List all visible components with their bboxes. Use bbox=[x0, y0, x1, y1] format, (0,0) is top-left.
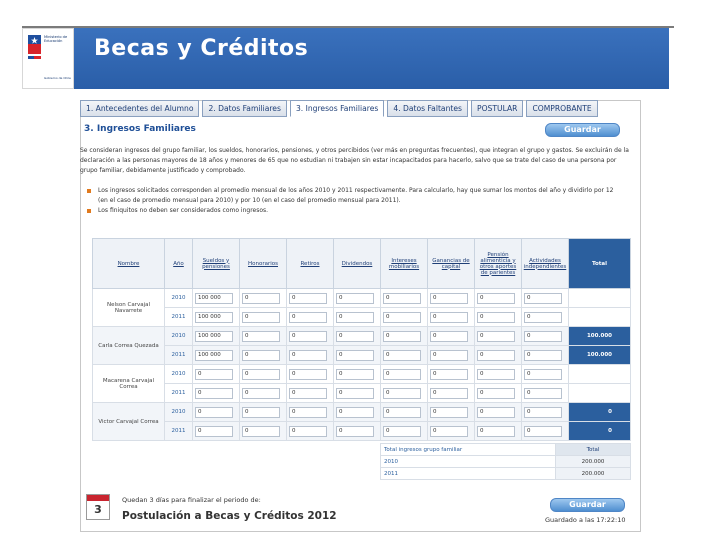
col-nombre[interactable]: Nombre bbox=[93, 239, 165, 289]
income-input[interactable]: 0 bbox=[336, 388, 374, 399]
income-input[interactable]: 0 bbox=[242, 312, 280, 323]
tab-antecedentes-alumno[interactable]: 1. Antecedentes del Alumno bbox=[80, 100, 199, 117]
income-cell bbox=[334, 308, 381, 327]
tab-comprobante[interactable]: COMPROBANTE bbox=[526, 100, 597, 117]
table-row bbox=[93, 327, 631, 346]
row-total: 100.000 bbox=[569, 308, 631, 327]
income-input[interactable]: 0 bbox=[524, 331, 562, 342]
income-input[interactable]: 0 bbox=[524, 312, 562, 323]
income-input[interactable]: 0 bbox=[524, 369, 562, 380]
income-input[interactable]: 0 bbox=[383, 312, 421, 323]
income-input[interactable]: 0 bbox=[289, 426, 327, 437]
table-row bbox=[93, 365, 631, 384]
total-year-value: 200.000 bbox=[556, 456, 631, 468]
step-tabs bbox=[80, 100, 601, 117]
income-input[interactable]: 0 bbox=[430, 312, 468, 323]
income-cell bbox=[240, 422, 287, 441]
income-input[interactable]: 0 bbox=[430, 350, 468, 361]
income-input[interactable]: 0 bbox=[242, 426, 280, 437]
income-cell bbox=[240, 308, 287, 327]
income-input[interactable]: 0 bbox=[383, 369, 421, 380]
income-input[interactable]: 0 bbox=[430, 369, 468, 380]
income-cell bbox=[475, 346, 522, 365]
income-input[interactable]: 0 bbox=[477, 293, 515, 304]
income-cell bbox=[475, 308, 522, 327]
total-year-row bbox=[381, 468, 631, 480]
calendar-bar bbox=[87, 495, 109, 501]
row-total: 100.000 bbox=[569, 327, 631, 346]
tab-datos-familiares[interactable]: 2. Datos Familiares bbox=[202, 100, 286, 117]
income-input[interactable]: 0 bbox=[289, 369, 327, 380]
income-cell bbox=[522, 308, 569, 327]
col-honorarios[interactable]: Honorarios bbox=[240, 239, 287, 289]
total-year-table bbox=[380, 443, 631, 480]
table-row bbox=[93, 308, 631, 327]
row-total: 0 bbox=[569, 384, 631, 403]
calendar-icon bbox=[86, 494, 110, 520]
income-cell bbox=[240, 384, 287, 403]
income-input[interactable]: 0 bbox=[430, 331, 468, 342]
program-title: Postulación a Becas y Créditos 2012 bbox=[122, 510, 337, 522]
table-row bbox=[93, 403, 631, 422]
income-cell bbox=[240, 346, 287, 365]
income-cell bbox=[428, 308, 475, 327]
income-cell bbox=[428, 289, 475, 308]
income-cell bbox=[381, 365, 428, 384]
row-total: 0 bbox=[569, 365, 631, 384]
row-year: 2011 bbox=[165, 308, 193, 327]
income-cell bbox=[475, 289, 522, 308]
income-input[interactable]: 0 bbox=[289, 350, 327, 361]
income-cell bbox=[428, 403, 475, 422]
income-cell bbox=[193, 365, 240, 384]
income-cell bbox=[240, 327, 287, 346]
income-cell bbox=[287, 403, 334, 422]
instruction-text: Los ingresos solicitados corresponden al promedio mensual de los años 2010 y 2011 respectivamente. Para calcularlo, hay que sumar los montos del año y dividirlo por 12 (en el caso de promedio mensual para 2010) y por 10 (en el caso del promedio mensual para 2011). bbox=[98, 187, 614, 204]
col-retiros[interactable]: Retiros bbox=[287, 239, 334, 289]
income-cell bbox=[334, 327, 381, 346]
instructions-list bbox=[84, 186, 624, 216]
income-input[interactable]: 0 bbox=[383, 331, 421, 342]
row-total: 100.000 bbox=[569, 346, 631, 365]
app-title: Becas y Créditos bbox=[94, 36, 309, 61]
row-total: 100.000 bbox=[569, 289, 631, 308]
table-row bbox=[93, 289, 631, 308]
income-cell bbox=[334, 365, 381, 384]
total-year-label: Total ingresos grupo familiar bbox=[381, 444, 556, 456]
income-cell bbox=[381, 327, 428, 346]
total-year-header-row bbox=[381, 444, 631, 456]
income-input[interactable]: 0 bbox=[430, 293, 468, 304]
row-year: 2010 bbox=[165, 327, 193, 346]
income-table bbox=[92, 238, 631, 441]
income-cell bbox=[193, 289, 240, 308]
intro-text: Se consideran ingresos del grupo familiar, los sueldos, honorarios, pensiones, y otros percibidos (ver más en preguntas frecuentes), que integran el grupo y gastos. Se excluirán de la declaración a las personas mayores de 18 años y menores de 65 que no estudian ni trabajen sin estar incapacitados para hacerlo, salvo que se trate del caso de una persona por grupo familiar, debidamente justificado y comprobado. bbox=[80, 147, 629, 174]
income-cell bbox=[240, 289, 287, 308]
total-year-year: 2010 bbox=[381, 456, 556, 468]
row-year: 2011 bbox=[165, 422, 193, 441]
row-year: 2010 bbox=[165, 289, 193, 308]
income-cell bbox=[381, 346, 428, 365]
income-cell bbox=[287, 289, 334, 308]
col-actividades[interactable]: Actividades independientes bbox=[522, 239, 569, 289]
flag-bars-icon bbox=[28, 56, 41, 59]
instruction-item bbox=[84, 186, 624, 206]
income-input[interactable]: 0 bbox=[289, 388, 327, 399]
income-cell bbox=[428, 365, 475, 384]
income-input[interactable]: 0 bbox=[477, 426, 515, 437]
income-cell bbox=[334, 422, 381, 441]
income-input[interactable]: 0 bbox=[336, 407, 374, 418]
income-input[interactable]: 0 bbox=[195, 388, 233, 399]
income-cell bbox=[381, 308, 428, 327]
income-cell bbox=[428, 327, 475, 346]
income-input[interactable]: 0 bbox=[336, 312, 374, 323]
income-cell bbox=[287, 384, 334, 403]
income-cell bbox=[334, 289, 381, 308]
income-input[interactable]: 0 bbox=[430, 426, 468, 437]
income-input[interactable]: 0 bbox=[289, 331, 327, 342]
income-input[interactable]: 0 bbox=[336, 331, 374, 342]
income-cell bbox=[522, 346, 569, 365]
saved-timestamp: Guardado a las 17:22:10 bbox=[545, 516, 626, 524]
income-input[interactable]: 0 bbox=[524, 388, 562, 399]
income-cell bbox=[428, 346, 475, 365]
income-cell bbox=[240, 403, 287, 422]
income-cell bbox=[193, 403, 240, 422]
income-input[interactable]: 0 bbox=[477, 369, 515, 380]
logo-line-1: Ministerio de bbox=[44, 35, 68, 39]
income-input[interactable]: 0 bbox=[383, 350, 421, 361]
income-cell bbox=[193, 346, 240, 365]
income-input[interactable]: 0 bbox=[383, 426, 421, 437]
income-input[interactable]: 0 bbox=[383, 388, 421, 399]
row-total: 0 bbox=[569, 403, 631, 422]
income-input[interactable]: 0 bbox=[195, 407, 233, 418]
income-input[interactable]: 0 bbox=[242, 369, 280, 380]
total-year-header: Total bbox=[556, 444, 631, 456]
income-cell bbox=[475, 365, 522, 384]
col-sueldos[interactable]: Sueldos y pensiones bbox=[193, 239, 240, 289]
income-input[interactable]: 0 bbox=[524, 293, 562, 304]
income-cell bbox=[193, 308, 240, 327]
income-cell bbox=[381, 289, 428, 308]
bullet-icon bbox=[87, 189, 91, 193]
member-name: Carla Correa Quezada bbox=[93, 327, 165, 365]
tab-ingresos-familiares[interactable]: 3. Ingresos Familiares bbox=[290, 100, 384, 117]
save-button-top[interactable]: Guardar bbox=[545, 123, 620, 137]
income-cell bbox=[287, 346, 334, 365]
income-input[interactable]: 0 bbox=[289, 293, 327, 304]
income-input[interactable]: 100 000 bbox=[195, 331, 233, 342]
income-cell bbox=[475, 403, 522, 422]
income-table-body bbox=[93, 289, 631, 441]
instruction-text: Los finiquitos no deben ser considerados como ingresos. bbox=[98, 207, 269, 214]
income-input[interactable]: 0 bbox=[336, 350, 374, 361]
total-year-value: 200.000 bbox=[556, 468, 631, 480]
income-cell bbox=[428, 384, 475, 403]
col-total: Total bbox=[569, 239, 631, 289]
income-cell bbox=[522, 403, 569, 422]
income-input[interactable]: 0 bbox=[336, 369, 374, 380]
income-input[interactable]: 0 bbox=[336, 293, 374, 304]
member-name: Victor Carvajal Correa bbox=[93, 403, 165, 441]
income-cell bbox=[522, 365, 569, 384]
table-header-row bbox=[93, 239, 631, 289]
bullet-icon bbox=[87, 209, 91, 213]
income-input[interactable]: 0 bbox=[383, 407, 421, 418]
income-input[interactable]: 0 bbox=[242, 350, 280, 361]
row-total: 0 bbox=[569, 422, 631, 441]
income-cell bbox=[287, 422, 334, 441]
save-button-bottom[interactable]: Guardar bbox=[550, 498, 625, 512]
income-input[interactable]: 0 bbox=[195, 369, 233, 380]
income-input[interactable]: 0 bbox=[242, 331, 280, 342]
income-cell bbox=[287, 365, 334, 384]
row-year: 2011 bbox=[165, 384, 193, 403]
member-name: Macarena Carvajal Correa bbox=[93, 365, 165, 403]
income-input[interactable]: 0 bbox=[383, 293, 421, 304]
col-ganancias[interactable]: Ganancias de capital bbox=[428, 239, 475, 289]
tab-datos-faltantes[interactable]: 4. Datos Faltantes bbox=[387, 100, 468, 117]
col-pension[interactable]: Pensión alimenticia y otros aportes de parientes bbox=[475, 239, 522, 289]
income-cell bbox=[334, 384, 381, 403]
table-row bbox=[93, 422, 631, 441]
income-input[interactable]: 0 bbox=[477, 331, 515, 342]
income-cell bbox=[381, 384, 428, 403]
income-input[interactable]: 0 bbox=[524, 407, 562, 418]
section-title: 3. Ingresos Familiares bbox=[84, 124, 196, 134]
income-input[interactable]: 0 bbox=[289, 312, 327, 323]
logo-label bbox=[44, 35, 67, 43]
income-cell bbox=[193, 384, 240, 403]
income-input[interactable]: 0 bbox=[242, 407, 280, 418]
income-input[interactable]: 0 bbox=[195, 426, 233, 437]
calendar-number: 3 bbox=[94, 503, 102, 516]
income-input[interactable]: 0 bbox=[524, 426, 562, 437]
row-year: 2010 bbox=[165, 365, 193, 384]
income-input[interactable]: 0 bbox=[477, 312, 515, 323]
table-row bbox=[93, 346, 631, 365]
income-cell bbox=[522, 327, 569, 346]
income-cell bbox=[428, 422, 475, 441]
income-input[interactable]: 100 000 bbox=[195, 293, 233, 304]
income-input[interactable]: 0 bbox=[477, 388, 515, 399]
income-cell bbox=[475, 384, 522, 403]
income-cell bbox=[287, 308, 334, 327]
logo-line-2: Educación bbox=[44, 39, 63, 44]
total-year-row bbox=[381, 456, 631, 468]
income-cell bbox=[240, 365, 287, 384]
ministry-logo bbox=[22, 28, 74, 89]
col-intereses[interactable]: Intereses mobiliarios bbox=[381, 239, 428, 289]
income-input[interactable]: 100 000 bbox=[195, 350, 233, 361]
income-input[interactable]: 0 bbox=[242, 388, 280, 399]
income-cell bbox=[334, 346, 381, 365]
income-cell bbox=[475, 327, 522, 346]
income-cell bbox=[475, 422, 522, 441]
income-cell bbox=[522, 289, 569, 308]
row-year: 2010 bbox=[165, 403, 193, 422]
income-cell bbox=[522, 422, 569, 441]
income-cell bbox=[381, 422, 428, 441]
income-input[interactable]: 0 bbox=[477, 350, 515, 361]
shield-icon bbox=[28, 35, 41, 54]
member-name: Nelson Carvajal Navarrete bbox=[93, 289, 165, 327]
row-year: 2011 bbox=[165, 346, 193, 365]
income-cell bbox=[381, 403, 428, 422]
income-input[interactable]: 0 bbox=[524, 350, 562, 361]
tab-postular[interactable]: POSTULAR bbox=[471, 100, 523, 117]
income-cell bbox=[522, 384, 569, 403]
total-year-year: 2011 bbox=[381, 468, 556, 480]
instruction-item bbox=[84, 206, 624, 216]
income-cell bbox=[334, 403, 381, 422]
table-row bbox=[93, 384, 631, 403]
income-cell bbox=[193, 422, 240, 441]
income-input[interactable]: 100 000 bbox=[195, 312, 233, 323]
income-input[interactable]: 0 bbox=[430, 407, 468, 418]
days-remaining-text: Quedan 3 días para finalizar el periodo de: bbox=[122, 496, 261, 504]
income-input[interactable]: 0 bbox=[289, 407, 327, 418]
logo-line-3: Gobierno de Chile bbox=[44, 76, 71, 80]
income-cell bbox=[287, 327, 334, 346]
income-input[interactable]: 0 bbox=[477, 407, 515, 418]
income-input[interactable]: 0 bbox=[242, 293, 280, 304]
income-input[interactable]: 0 bbox=[430, 388, 468, 399]
col-dividendos[interactable]: Dividendos bbox=[334, 239, 381, 289]
income-input[interactable]: 0 bbox=[336, 426, 374, 437]
income-cell bbox=[193, 327, 240, 346]
col-anio[interactable]: Año bbox=[165, 239, 193, 289]
